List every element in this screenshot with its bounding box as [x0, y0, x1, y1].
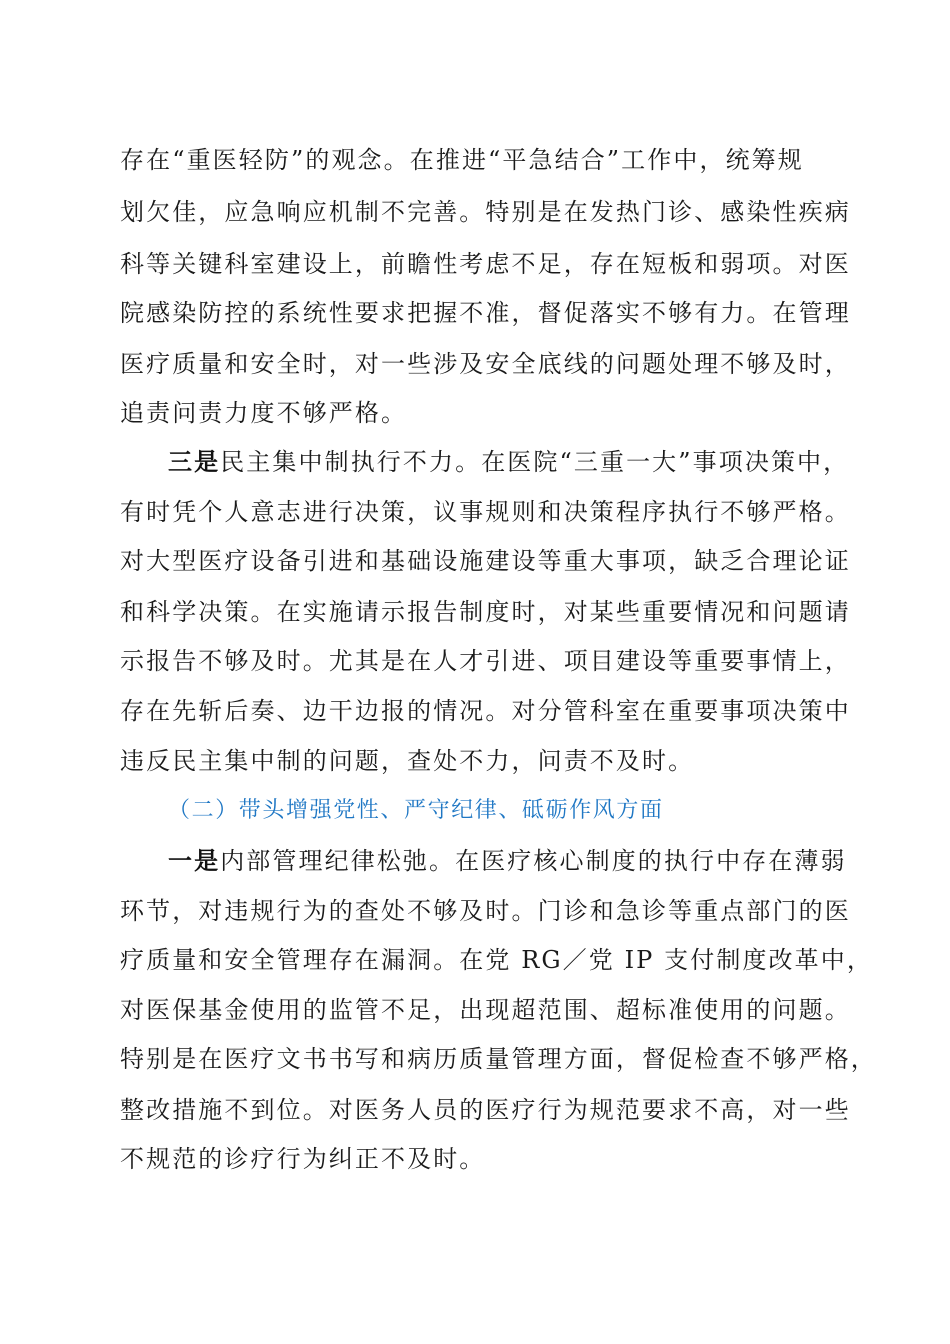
paragraph-3-line: 对医保基金使用的监管不足，出现超范围、超标准使用的问题。: [120, 996, 851, 1024]
paragraph-3-first-line-text: 内部管理纪律松弛。在医疗核心制度的执行中存在薄弱: [220, 847, 847, 875]
paragraph-2-line: 示报告不够及时。尤其是在人才引进、项目建设等重要事情上，: [120, 647, 851, 675]
paragraph-3-line: 环节，对违规行为的查处不够及时。门诊和急诊等重点部门的医: [120, 897, 851, 925]
paragraph-1-line: 院感染防控的系统性要求把握不准，督促落实不够有力。在管理: [120, 299, 851, 327]
paragraph-2-line: 违反民主集中制的问题，查处不力，问责不及时。: [120, 747, 695, 775]
paragraph-1-line: 科等关键科室建设上，前瞻性考虑不足，存在短板和弱项。对医: [120, 250, 851, 278]
paragraph-3-line: 特别是在医疗文书书写和病历质量管理方面，督促检查不够严格，: [120, 1045, 877, 1073]
paragraph-2-first-line-text: 民主集中制执行不力。在医院“三重一大”事项决策中，: [220, 448, 850, 476]
paragraph-2-lead: 三是: [168, 448, 221, 476]
paragraph-2-first-line: [168, 446, 849, 478]
paragraph-1-line: 存在“重医轻防”的观念。在推进“平急结合”工作中，统筹规: [120, 146, 804, 174]
paragraph-3-line: 疗质量和安全管理存在漏洞。在党 RG／党 IP 支付制度改革中，: [120, 946, 873, 974]
paragraph-1-line: 划欠佳，应急响应机制不完善。特别是在发热门诊、感染性疾病: [120, 198, 851, 226]
paragraph-2-line: 存在先斩后奏、边干边报的情况。对分管科室在重要事项决策中: [120, 697, 851, 725]
paragraph-3-line: 整改措施不到位。对医务人员的医疗行为规范要求不高，对一些: [120, 1096, 851, 1124]
paragraph-1-line: 医疗质量和安全时，对一些涉及安全底线的问题处理不够及时，: [120, 350, 851, 378]
paragraph-2-line: 对大型医疗设备引进和基础设施建设等重大事项，缺乏合理论证: [120, 547, 851, 575]
paragraph-2-line: 和科学决策。在实施请示报告制度时，对某些重要情况和问题请: [120, 598, 851, 626]
paragraph-3-first-line: [168, 845, 847, 877]
paragraph-2-line: 有时凭个人意志进行决策，议事规则和决策程序执行不够严格。: [120, 498, 851, 526]
paragraph-3-line: 不规范的诊疗行为纠正不及时。: [120, 1145, 486, 1173]
section-heading: （二）带头增强党性、严守纪律、砥砺作风方面: [168, 798, 664, 823]
paragraph-1-line: 追责问责力度不够严格。: [120, 399, 408, 427]
paragraph-3-lead: 一是: [168, 847, 221, 875]
